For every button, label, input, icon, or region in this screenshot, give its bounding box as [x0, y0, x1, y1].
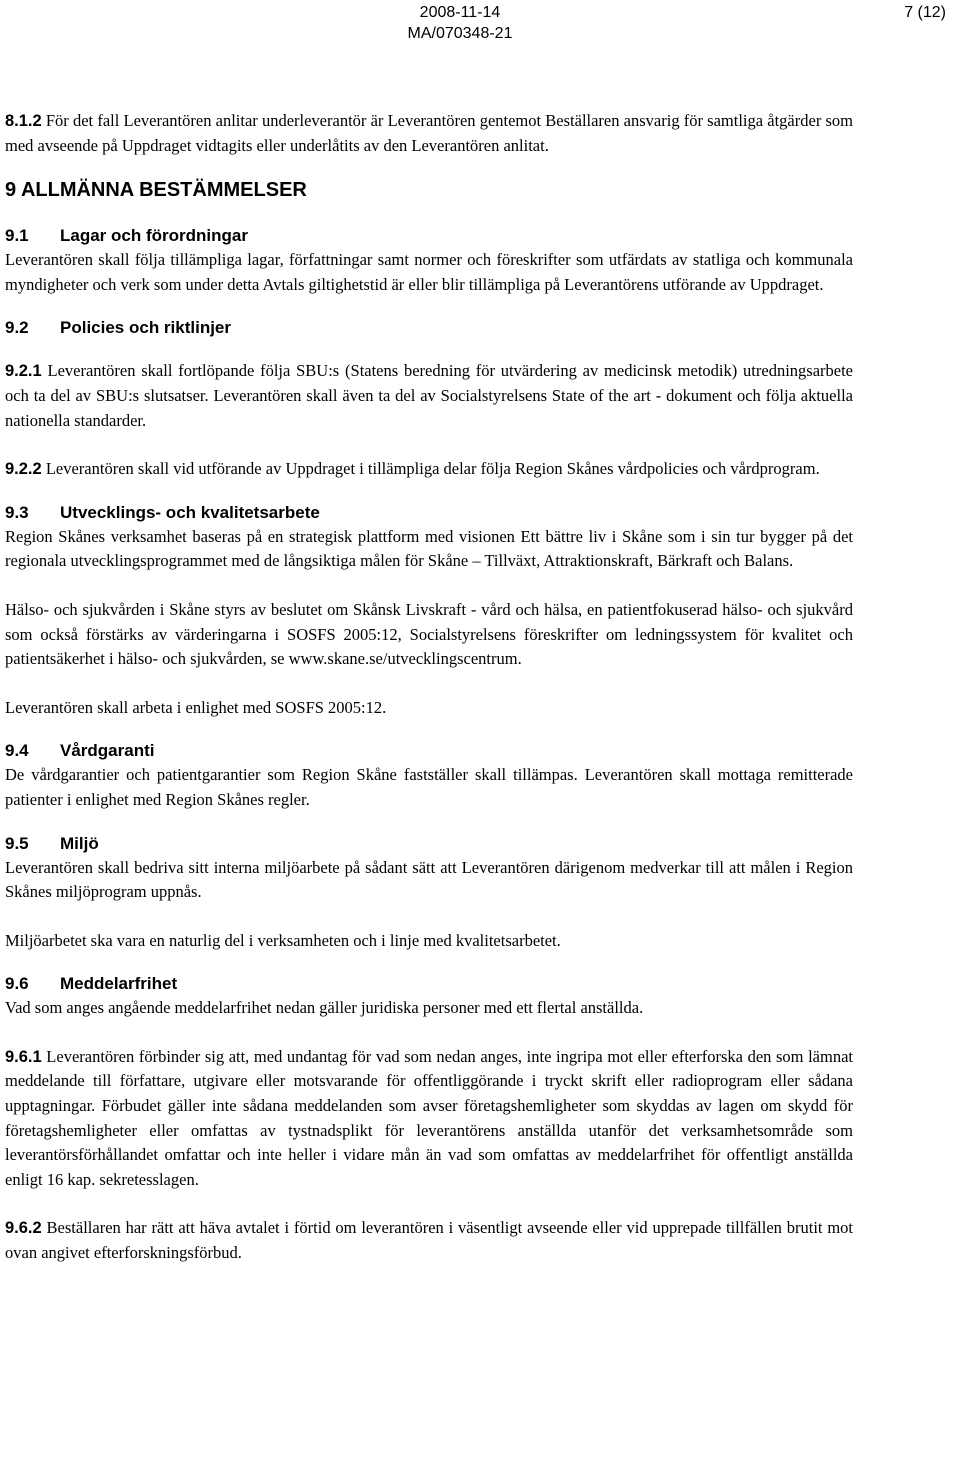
paragraph-9-2-2 — [5, 457, 853, 482]
paragraph-9-4: De vårdgarantier och patientgarantier som Region Skåne fastställer skall tillämpas. Leverantören skall mottaga remitterade patienter i enlighet med Region Skånes regler. — [5, 765, 853, 809]
paragraph-9-5-a: Leverantören skall bedriva sitt interna miljöarbete på sådant sätt att Leverantören därigenom medverkar till att målen i Region Skånes miljöprogram uppnås. — [5, 857, 853, 902]
clause-text: Beställaren har rätt att häva avtalet i förtid om leverantören i väsentligt avseende eller vid upprepade tillfällen brutit mot ovan angivet efterforskningsförbud. — [5, 1218, 853, 1263]
heading-title: Lagar och förordningar — [60, 226, 248, 246]
clause-number: 9.2.2 — [5, 460, 42, 479]
heading-9-2 — [5, 316, 853, 340]
paragraph-9-2-1 — [5, 359, 853, 433]
paragraph-9-6-2 — [5, 1216, 853, 1265]
heading-title: Policies och riktlinjer — [60, 318, 232, 338]
heading-number: 9.3 — [5, 502, 29, 522]
heading-number: 9.2 — [5, 318, 29, 338]
paragraph-9-3-b: Hälso- och sjukvården i Skåne styrs av beslutet om Skånsk Livskraft - vård och hälsa, en patientfokuserad hälso- och sjukvård som också förstärks av värderingarna i SOSFS 2005:12, Socialstyrelsens föreskrifter om ledningssystem för kvalitet och patientsäkerhet i hälso- och sjukvården, se www.skane.se/utvecklingscentrum. — [5, 599, 853, 669]
heading-title: Miljö — [60, 833, 99, 853]
clause-number: 9.2.1 — [5, 362, 42, 381]
clause-text: Leverantören skall fortlöpande följa SBU:s (Statens beredning för utvärdering av medicinsk metodik) utredningsarbete och ta del av SBU:s slutsatser. Leverantören skall även ta del av Socialstyrelsens State of the art - dokument och följa aktuella nationella standarder. — [5, 361, 853, 430]
section-heading-9: 9 ALLMÄNNA BESTÄMMELSER — [5, 179, 307, 202]
heading-number: 9.1 — [5, 226, 29, 246]
heading-9-6 — [5, 972, 853, 996]
page-number: 7 (12) — [904, 4, 946, 21]
paragraph-9-3-a: Region Skånes verksamhet baseras på en strategisk plattform med visionen Ett bättre liv i Skåne som i sin tur bygger på det regionala utvecklingsprogrammet med de långsiktiga målen för Skåne – Tillväxt, Attraktionskraft, Bärkraft och Balans. — [5, 526, 853, 571]
heading-9-1 — [5, 224, 853, 248]
paragraph-8-1-2 — [5, 109, 853, 158]
clause-number: 9.6.2 — [5, 1219, 42, 1238]
heading-9-3 — [5, 501, 853, 525]
clause-text: För det fall Leverantören anlitar underleverantör är Leverantören gentemot Beställaren ansvarig för samtliga åtgärder som med avseende på Uppdraget vidtagits eller underlåtits av den Leverantören anlitat. — [5, 111, 853, 155]
heading-title: Meddelarfrihet — [60, 974, 178, 994]
clause-number: 8.1.2 — [5, 112, 42, 130]
heading-9-5 — [5, 832, 853, 856]
clause-text: Leverantören förbinder sig att, med undantag för vad som nedan anges, inte ingripa mot eller efterforska den som lämnat meddelande till författare, utgivare eller motsvarande för offentliggörande i tryckt skrift eller radioprogram eller sådana upptagningar. Förbudet gäller inte sådana meddelanden som avser företagshemligheter som skyddas av lagen om skydd för företagshemligheter eller omfattas av tystnadsplikt för leverantörens anställda utanför det verksamhetsområde som leverantörsförhållandet omfattar och inte heller i vidare mån än vad som omfattas av meddelarfrihet för offentligt anställda enligt 16 kap. sekretesslagen. — [5, 1046, 853, 1189]
paragraph-9-5-b: Miljöarbetet ska vara en naturlig del i verksamheten och i linje med kvalitetsarbetet. — [5, 930, 561, 950]
heading-number: 9.6 — [5, 974, 29, 994]
paragraph-9-6: Vad som anges angående meddelarfrihet nedan gäller juridiska personer med ett flertal anställda. — [5, 998, 644, 1018]
heading-number: 9.4 — [5, 741, 29, 761]
document-body — [5, 109, 853, 1266]
document-header — [360, 2, 560, 44]
heading-title: Vårdgaranti — [60, 741, 155, 761]
clause-text: Leverantören skall vid utförande av Uppdraget i tillämpliga delar följa Region Skånes vårdpolicies och vårdprogram. — [41, 459, 820, 479]
paragraph-9-1: Leverantören skall följa tillämpliga lagar, författningar samt normer och föreskrifter som utfärdats av statliga och kommunala myndigheter och verk som under detta Avtals giltighetstid är eller blir tillämpliga på Leverantörens utförande av Uppdraget. — [5, 250, 853, 294]
paragraph-9-6-1 — [5, 1045, 853, 1193]
header-reference: MA/070348-21 — [407, 25, 513, 42]
heading-title: Utvecklings- och kvalitetsarbete — [60, 502, 320, 522]
header-date: 2008-11-14 — [419, 4, 501, 21]
heading-9-4 — [5, 739, 853, 763]
paragraph-9-3-c: Leverantören skall arbeta i enlighet med SOSFS 2005:12. — [5, 697, 387, 717]
clause-number: 9.6.1 — [5, 1047, 42, 1066]
heading-number: 9.5 — [5, 833, 29, 853]
